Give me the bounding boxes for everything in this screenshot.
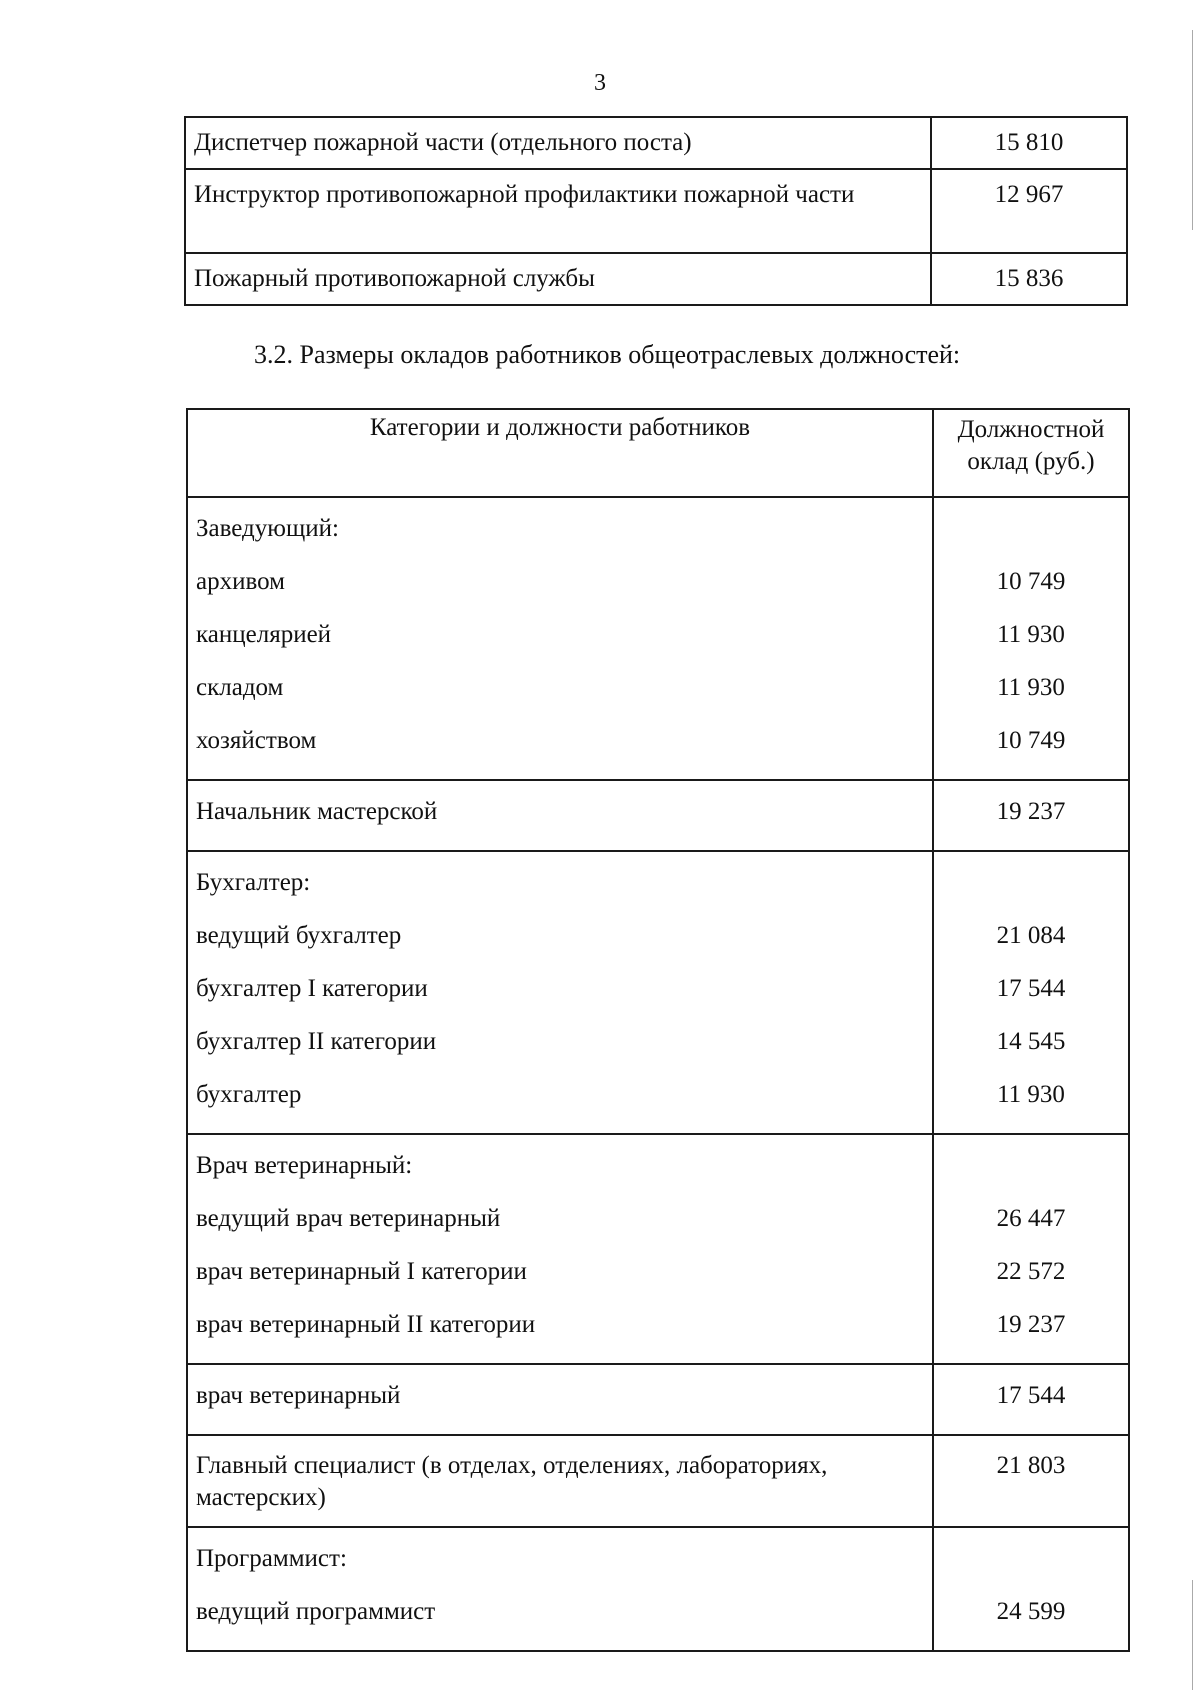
position-name: хозяйством <box>196 727 317 754</box>
position-name: врач ветеринарный II категории <box>196 1311 536 1338</box>
salary-value: 14 545 <box>996 1028 1066 1055</box>
section-heading: 3.2. Размеры окладов работников общеотраслевых должностей: <box>254 340 961 369</box>
position-name: бухгалтер I категории <box>196 975 428 1002</box>
group-title: Бухгалтер: <box>196 869 311 896</box>
table-row-group <box>187 1134 1129 1364</box>
salary-value: 21 084 <box>996 922 1066 949</box>
table-header-row <box>187 409 1129 497</box>
position-name: складом <box>196 674 284 701</box>
position-name: канцелярией <box>196 621 332 648</box>
salary-value: 15 836 <box>931 253 1127 305</box>
position-name: ведущий врач ветеринарный <box>196 1205 501 1232</box>
position-name: ведущий программист <box>196 1598 436 1625</box>
salary-value: 11 930 <box>997 621 1065 648</box>
salary-value: 17 544 <box>996 975 1066 1002</box>
table-row <box>185 117 1127 169</box>
salary-value: 11 930 <box>997 1081 1065 1108</box>
fire-service-salary-table <box>184 116 1128 306</box>
salary-value: 26 447 <box>996 1205 1066 1232</box>
group-title: Заведующий: <box>196 515 339 542</box>
salary-value: 15 810 <box>931 117 1127 169</box>
table-row <box>187 780 1129 851</box>
salary-value: 22 572 <box>996 1258 1066 1285</box>
salary-value: 24 599 <box>996 1598 1066 1625</box>
group-title: Врач ветеринарный: <box>196 1152 413 1179</box>
table-row <box>187 1364 1129 1435</box>
position-name: врач ветеринарный I категории <box>196 1258 527 1285</box>
table-row <box>185 169 1127 253</box>
table-row-group <box>187 1527 1129 1651</box>
page-number: 3 <box>594 70 606 96</box>
position-name: бухгалтер II категории <box>196 1028 437 1055</box>
table-row <box>187 1435 1129 1527</box>
salary-value: 17 544 <box>996 1382 1066 1409</box>
general-positions-salary-table <box>186 408 1130 1652</box>
salary-value: 10 749 <box>996 727 1066 754</box>
salary-value: 19 237 <box>996 798 1066 825</box>
salary-value: 11 930 <box>997 674 1065 701</box>
table-row-group <box>187 851 1129 1134</box>
salary-value: 21 803 <box>996 1452 1066 1479</box>
position-name: врач ветеринарный <box>196 1382 401 1409</box>
scan-margin-line <box>1192 30 1193 230</box>
salary-value: 10 749 <box>996 568 1066 595</box>
scan-margin-line <box>1192 1580 1193 1690</box>
position-name: архивом <box>196 568 285 595</box>
column-header-positions: Категории и должности работников <box>187 409 933 497</box>
position-name: Инструктор противопожарной профилактики пожарной части <box>185 169 931 253</box>
position-name: Диспетчер пожарной части (отдельного поста) <box>185 117 931 169</box>
salary-value: 19 237 <box>996 1311 1066 1338</box>
position-name: Главный специалист (в отделах, отделениях, лабораториях, мастерских) <box>196 1452 828 1511</box>
table-row <box>185 253 1127 305</box>
group-title: Программист: <box>196 1545 347 1572</box>
position-name: Начальник мастерской <box>196 798 438 825</box>
position-name: Пожарный противопожарной службы <box>185 253 931 305</box>
position-name: бухгалтер <box>196 1081 302 1108</box>
position-name: ведущий бухгалтер <box>196 922 402 949</box>
table-row-group <box>187 497 1129 780</box>
salary-value: 12 967 <box>931 169 1127 253</box>
column-header-salary: Должностной оклад (руб.) <box>933 409 1129 497</box>
